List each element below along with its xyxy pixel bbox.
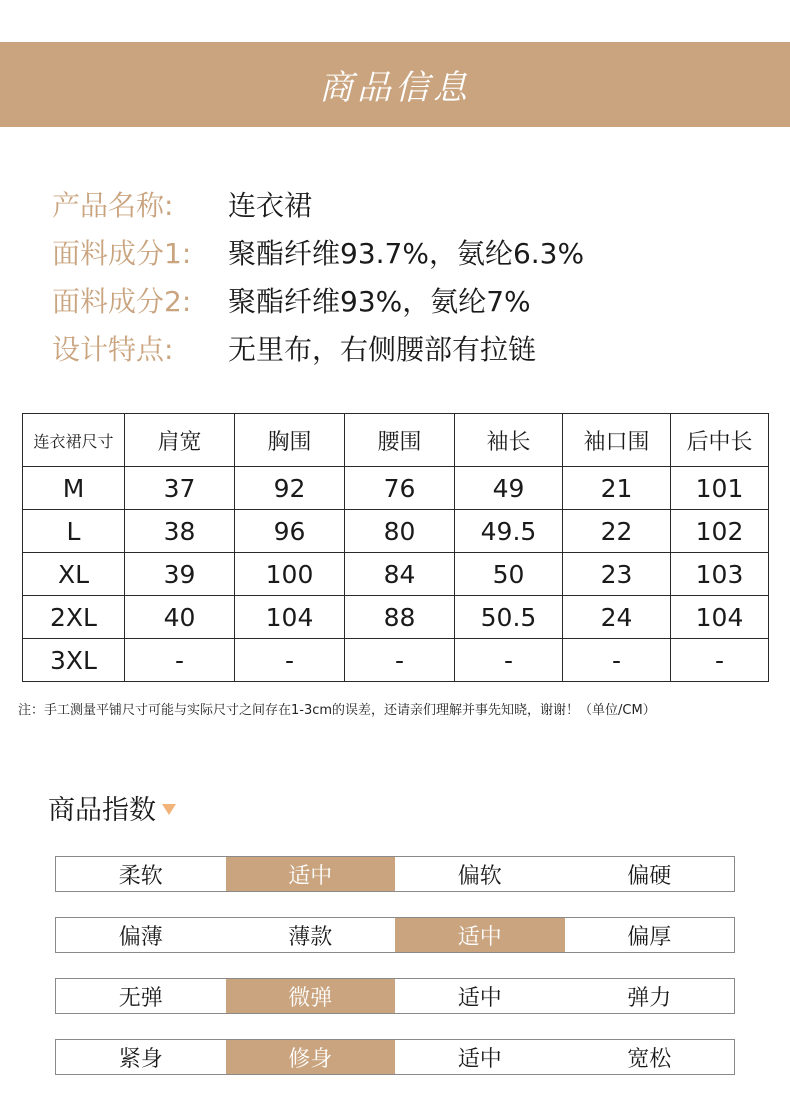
table-cell: 104 [235,596,345,639]
header-cell: 后中长 [671,414,769,467]
info-value: 连衣裙 [228,189,313,222]
table-cell: 2XL [23,596,125,639]
table-cell: 37 [125,467,235,510]
info-value: 聚酯纤维93%，氨纶7% [228,285,531,318]
table-cell: XL [23,553,125,596]
table-cell: 104 [671,596,769,639]
table-cell: 50.5 [455,596,563,639]
table-cell: L [23,510,125,553]
info-value: 聚酯纤维93.7%，氨纶6.3% [228,237,585,270]
info-label: 产品名称: [52,189,174,222]
banner-title: 商品信息 [319,68,471,108]
table-cell: - [455,639,563,682]
elasticity-scale [55,978,735,1014]
scale-option: 偏软 [457,863,502,889]
table-cell: 3XL [23,639,125,682]
scale-option: 适中 [457,985,502,1011]
header-cell: 袖长 [455,414,563,467]
info-row-fabric-1 [52,228,584,276]
scale-option: 适中 [226,857,396,891]
table-row [23,639,769,682]
table-row [23,467,769,510]
scale-option: 修身 [226,1040,396,1074]
table-row [23,553,769,596]
header-cell: 胸围 [235,414,345,467]
info-value: 无里布，右侧腰部有拉链 [228,333,537,366]
info-row-design [52,324,584,372]
table-cell: 49 [455,467,563,510]
table-cell: 21 [563,467,671,510]
table-cell: 96 [235,510,345,553]
table-cell: 76 [345,467,455,510]
scale-option: 紧身 [118,1046,163,1072]
scale-option: 偏硬 [627,863,672,889]
size-table [22,413,769,682]
thickness-scale [55,917,735,953]
scale-option: 无弹 [118,985,163,1011]
header-banner [0,42,790,127]
size-table-header [23,414,769,467]
table-cell: - [671,639,769,682]
scale-option: 偏薄 [118,924,163,950]
table-cell: 23 [563,553,671,596]
table-cell: 84 [345,553,455,596]
table-cell: 39 [125,553,235,596]
table-cell: 103 [671,553,769,596]
table-cell: - [563,639,671,682]
header-cell: 腰围 [345,414,455,467]
header-cell: 肩宽 [125,414,235,467]
table-cell: 22 [563,510,671,553]
table-row [23,596,769,639]
table-cell: 24 [563,596,671,639]
table-cell: 38 [125,510,235,553]
index-section-title [48,788,176,827]
info-row-fabric-2 [52,276,584,324]
info-row-name [52,180,584,228]
table-cell: 100 [235,553,345,596]
table-cell: - [345,639,455,682]
fit-scale [55,1039,735,1075]
triangle-down-icon [162,804,176,815]
table-row [23,510,769,553]
measurement-note: 注：手工测量平铺尺寸可能与实际尺寸之间存在1-3cm的误差，还请亲们理解并事先知晓，谢谢！（单位/CM） [18,703,656,718]
table-cell: 88 [345,596,455,639]
scale-option: 柔软 [118,863,163,889]
table-cell: 50 [455,553,563,596]
scale-option: 偏厚 [627,924,672,950]
scale-option: 适中 [457,1046,502,1072]
header-cell: 袖口围 [563,414,671,467]
table-cell: 92 [235,467,345,510]
table-cell: 101 [671,467,769,510]
scale-option: 弹力 [627,985,672,1011]
product-info [52,180,584,372]
info-label: 面料成分2: [52,285,192,318]
info-label: 面料成分1: [52,237,192,270]
scale-option: 薄款 [288,924,333,950]
table-cell: - [125,639,235,682]
table-cell: 40 [125,596,235,639]
info-label: 设计特点: [52,333,174,366]
table-cell: 102 [671,510,769,553]
table-cell: - [235,639,345,682]
scale-option: 微弹 [226,979,396,1013]
scale-option: 适中 [395,918,565,952]
header-cell: 连衣裙尺寸 [23,414,125,467]
table-cell: 49.5 [455,510,563,553]
scale-option: 宽松 [627,1046,672,1072]
table-cell: M [23,467,125,510]
table-cell: 80 [345,510,455,553]
softness-scale [55,856,735,892]
index-title-text: 商品指数 [48,795,156,826]
